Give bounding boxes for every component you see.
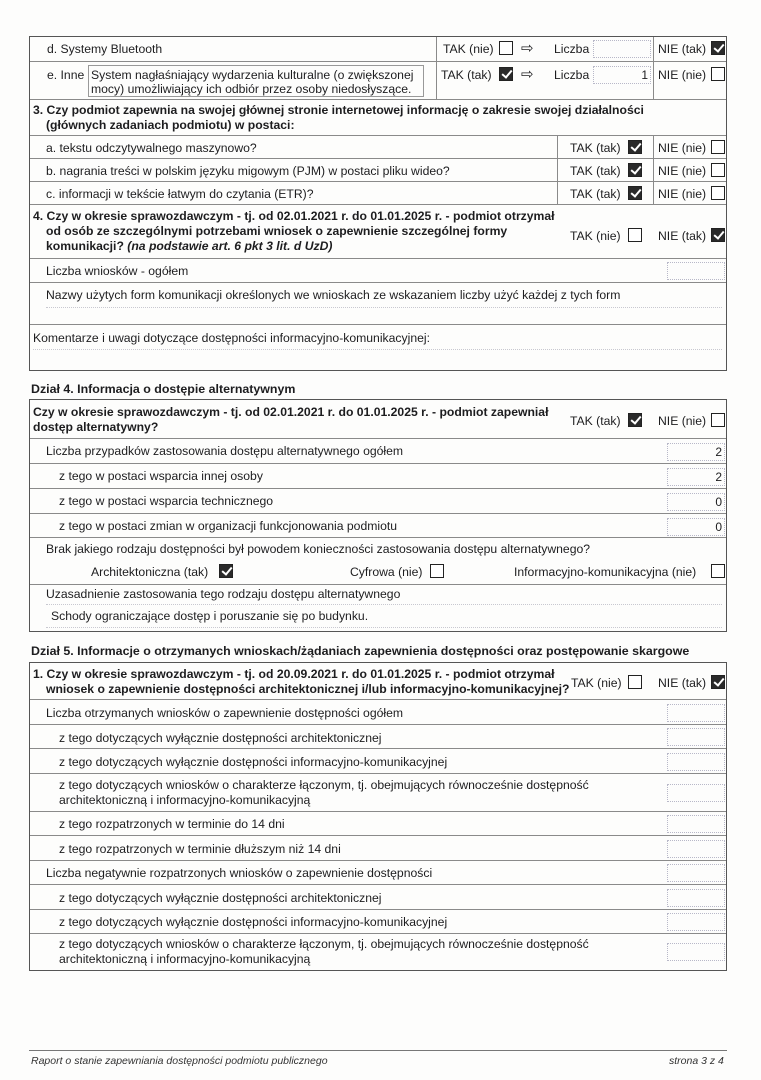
- comments-label: Komentarze i uwagi dotyczące dostępności informacyjno-komunikacyjnej:: [33, 331, 430, 345]
- reason-question: Brak jakiego rodzaju dostępności był powodem konieczności zastosowania dostępu alternatywnego?: [46, 542, 591, 556]
- row-value[interactable]: [667, 913, 725, 931]
- arrow-right-icon: ⇨: [521, 40, 534, 57]
- nie-checkbox[interactable]: [711, 186, 725, 200]
- data-row: [30, 514, 726, 538]
- row-value[interactable]: [667, 864, 725, 882]
- reason-cyfrowa-checkbox[interactable]: [430, 564, 444, 578]
- data-row: [30, 774, 726, 812]
- data-row: [30, 749, 726, 774]
- tak-checkbox[interactable]: [499, 41, 513, 55]
- forms-input-line[interactable]: [46, 307, 722, 308]
- row-value[interactable]: [667, 840, 725, 858]
- nie-checkbox[interactable]: [711, 413, 725, 427]
- question-text: Czy w okresie sprawozdawczym - tj. od 02.01.2021 r. do 01.01.2025 r. - podmiot zapewniał: [33, 405, 549, 419]
- row-value[interactable]: 2: [667, 468, 725, 486]
- nie-label: NIE (tak): [658, 229, 707, 243]
- section4-table: [29, 399, 727, 632]
- tak-label: TAK (tak): [570, 164, 621, 178]
- comments-row: [30, 325, 726, 371]
- legal-note: (na podstawie art. 6 pkt 3 lit. d UzD): [127, 239, 333, 253]
- q4-count-row: [30, 259, 726, 283]
- nie-checkbox[interactable]: [711, 140, 725, 154]
- justification-field[interactable]: [46, 604, 722, 628]
- data-row: [30, 812, 726, 836]
- row-label: Liczba wniosków - ogółem: [46, 264, 189, 278]
- tak-checkbox[interactable]: [628, 163, 642, 177]
- data-row: [30, 700, 726, 725]
- justification-label: Uzasadnienie zastosowania tego rodzaju dostępu alternatywnego: [46, 587, 401, 601]
- tak-label: TAK (nie): [570, 229, 621, 243]
- row-label: architektoniczną i informacyjno-komunikacyjną: [59, 952, 311, 966]
- row-label: z tego dotyczących wniosków o charakterze łączonym, tj. obejmujących równocześnie dostępność: [59, 937, 589, 951]
- tak-label: TAK (tak): [570, 141, 621, 155]
- row-label: Liczba negatywnie rozpatrzonych wniosków o zapewnienie dostępności: [46, 866, 433, 880]
- item-label: c. informacji w tekście łatwym do czytania (ETR)?: [46, 187, 314, 201]
- row-label: z tego dotyczących wyłącznie dostępności informacyjno-komunikacyjnej: [59, 915, 448, 929]
- reason-row: [30, 538, 726, 585]
- nie-label: NIE (nie): [658, 68, 707, 82]
- tak-checkbox[interactable]: [499, 67, 513, 81]
- section-4-title: Dział 4. Informacja o dostępie alternatywnym: [31, 382, 296, 396]
- row-bluetooth: [30, 37, 726, 62]
- row-label: z tego rozpatrzonych w terminie dłuższym niż 14 dni: [59, 842, 341, 856]
- row-label: z tego dotyczących wyłącznie dostępności architektonicznej: [59, 891, 382, 905]
- justification-text: Schody ograniczające dostęp i poruszanie się po budynku.: [51, 609, 369, 623]
- data-row: [30, 439, 726, 464]
- reason-option-label: Cyfrowa (nie): [350, 565, 423, 579]
- question-text: 1. Czy w okresie sprawozdawczym - tj. od 20.09.2021 r. do 01.01.2025 r. - podmiot otrzymał: [33, 667, 555, 681]
- row-value[interactable]: [667, 704, 725, 722]
- liczba-value[interactable]: 1: [593, 66, 651, 84]
- data-row: [30, 885, 726, 910]
- tak-checkbox[interactable]: [628, 186, 642, 200]
- inne-text-line: System nagłaśniający wydarzenia kulturalne (o zwiększonej: [91, 68, 414, 82]
- question-4: [30, 205, 726, 259]
- row-label: z tego w postaci wsparcia innej osoby: [59, 469, 263, 483]
- row-label: e. Inne: [47, 68, 85, 82]
- data-row: [30, 861, 726, 885]
- question-3: [30, 100, 726, 136]
- tak-label: TAK (tak): [570, 414, 621, 428]
- question-text: wniosek o zapewnienie dostępności architektonicznej i/lub informacyjno-komunikacyjnej?: [46, 682, 570, 696]
- data-row: [30, 910, 726, 934]
- question-text: dostęp alternatywny?: [33, 420, 159, 434]
- row-value[interactable]: 0: [667, 493, 725, 511]
- row-label: Liczba otrzymanych wniosków o zapewnienie dostępności ogółem: [46, 706, 404, 720]
- liczba-value[interactable]: [593, 40, 651, 58]
- question-row: [30, 400, 726, 439]
- row-value[interactable]: [667, 784, 725, 802]
- inne-text-field[interactable]: [88, 65, 424, 97]
- row-label: z tego w postaci wsparcia technicznego: [59, 494, 274, 508]
- tak-checkbox[interactable]: [628, 228, 642, 242]
- q4-forms-row: [30, 283, 726, 325]
- question-text: komunikacji?: [46, 239, 124, 253]
- row-value[interactable]: 2: [667, 443, 725, 461]
- tak-checkbox[interactable]: [628, 140, 642, 154]
- reason-architektoniczna-checkbox[interactable]: [219, 564, 233, 578]
- q3-item-b: [30, 159, 726, 182]
- row-label: z tego w postaci zmian w organizacji funkcjonowania podmiotu: [59, 519, 398, 533]
- tak-label: TAK (nie): [571, 676, 622, 690]
- count-value[interactable]: [667, 262, 725, 280]
- data-row: [30, 725, 726, 749]
- data-row: [30, 464, 726, 489]
- row-value[interactable]: [667, 815, 725, 833]
- tak-label: TAK (nie): [443, 42, 494, 56]
- row-label: z tego dotyczących wyłącznie dostępności informacyjno-komunikacyjnej: [59, 755, 448, 769]
- section5-table: [29, 662, 727, 971]
- data-row: [30, 934, 726, 971]
- nie-checkbox[interactable]: [711, 675, 725, 689]
- tak-checkbox[interactable]: [628, 675, 642, 689]
- section3-table: [29, 36, 727, 371]
- inne-text-line: mocy) umożliwiający ich odbiór przez osoby niedosłyszące.: [91, 82, 412, 96]
- nie-checkbox[interactable]: [711, 67, 725, 81]
- nie-label: NIE (tak): [658, 42, 707, 56]
- nie-label: NIE (nie): [658, 187, 707, 201]
- row-inne: [30, 62, 726, 100]
- question-text: (głównych zadaniach podmiotu) w postaci:: [46, 118, 295, 132]
- q3-item-c: [30, 182, 726, 205]
- row-value[interactable]: [667, 889, 725, 907]
- reason-informacyjna-checkbox[interactable]: [711, 564, 725, 578]
- row-label: architektoniczną i informacyjno-komunikacyjną: [59, 793, 311, 807]
- row-label: z tego rozpatrzonych w terminie do 14 dni: [59, 817, 285, 831]
- question-text: 3. Czy podmiot zapewnia na swojej głównej stronie internetowej informację o zakresie swojej działalności: [33, 103, 644, 117]
- footer-rule: [29, 1050, 727, 1051]
- justification-row: [30, 585, 726, 632]
- reason-option-label: Architektoniczna (tak): [91, 565, 209, 579]
- q3-item-a: [30, 136, 726, 159]
- nie-label: NIE (nie): [658, 141, 707, 155]
- tak-label: TAK (tak): [570, 187, 621, 201]
- tak-label: TAK (tak): [441, 68, 492, 82]
- row-value[interactable]: [667, 728, 725, 746]
- page-number: strona 3 z 4: [669, 1055, 724, 1067]
- liczba-label: Liczba: [554, 42, 590, 56]
- reason-option-label: Informacyjno-komunikacyjna (nie): [514, 565, 697, 579]
- row-value[interactable]: [667, 943, 725, 961]
- liczba-label: Liczba: [554, 68, 590, 82]
- question-text: od osób ze szczególnymi potrzebami wniosek o zapewnienie szczególnej formy: [46, 224, 508, 238]
- nie-checkbox[interactable]: [711, 163, 725, 177]
- footer-title: Raport o stanie zapewniania dostępności podmiotu publicznego: [31, 1055, 328, 1067]
- tak-checkbox[interactable]: [628, 413, 642, 427]
- nie-label: NIE (tak): [658, 676, 707, 690]
- nie-label: NIE (nie): [658, 414, 707, 428]
- row-value[interactable]: [667, 753, 725, 771]
- row-label: Liczba przypadków zastosowania dostępu alternatywnego ogółem: [46, 444, 404, 458]
- row-label: Nazwy użytych form komunikacji określonych we wnioskach ze wskazaniem liczby użyć każdej z tych form: [46, 288, 621, 302]
- data-row: [30, 489, 726, 514]
- row-value[interactable]: 0: [667, 518, 725, 536]
- comments-input-line[interactable]: [33, 349, 722, 350]
- item-label: a. tekstu odczytywalnego maszynowo?: [46, 141, 257, 155]
- nie-checkbox[interactable]: [711, 228, 725, 242]
- row-label: z tego dotyczących wyłącznie dostępności architektonicznej: [59, 731, 382, 745]
- question-text: 4. Czy w okresie sprawozdawczym - tj. od 02.01.2021 r. do 01.01.2025 r. - podmiot otrzymał: [33, 209, 555, 223]
- row-label: d. Systemy Bluetooth: [47, 42, 163, 56]
- question-row: [30, 663, 726, 700]
- section-5-title: Dział 5. Informacje o otrzymanych wnioskach/żądaniach zapewnienia dostępności oraz postępowanie skargowe: [31, 644, 690, 658]
- arrow-right-icon: ⇨: [521, 66, 534, 83]
- item-label: b. nagrania treści w polskim języku migowym (PJM) w postaci pliku wideo?: [46, 164, 450, 178]
- data-row: [30, 836, 726, 861]
- row-label: z tego dotyczących wniosków o charakterze łączonym, tj. obejmujących równocześnie dostępność: [59, 778, 589, 792]
- nie-checkbox[interactable]: [711, 41, 725, 55]
- nie-label: NIE (nie): [658, 164, 707, 178]
